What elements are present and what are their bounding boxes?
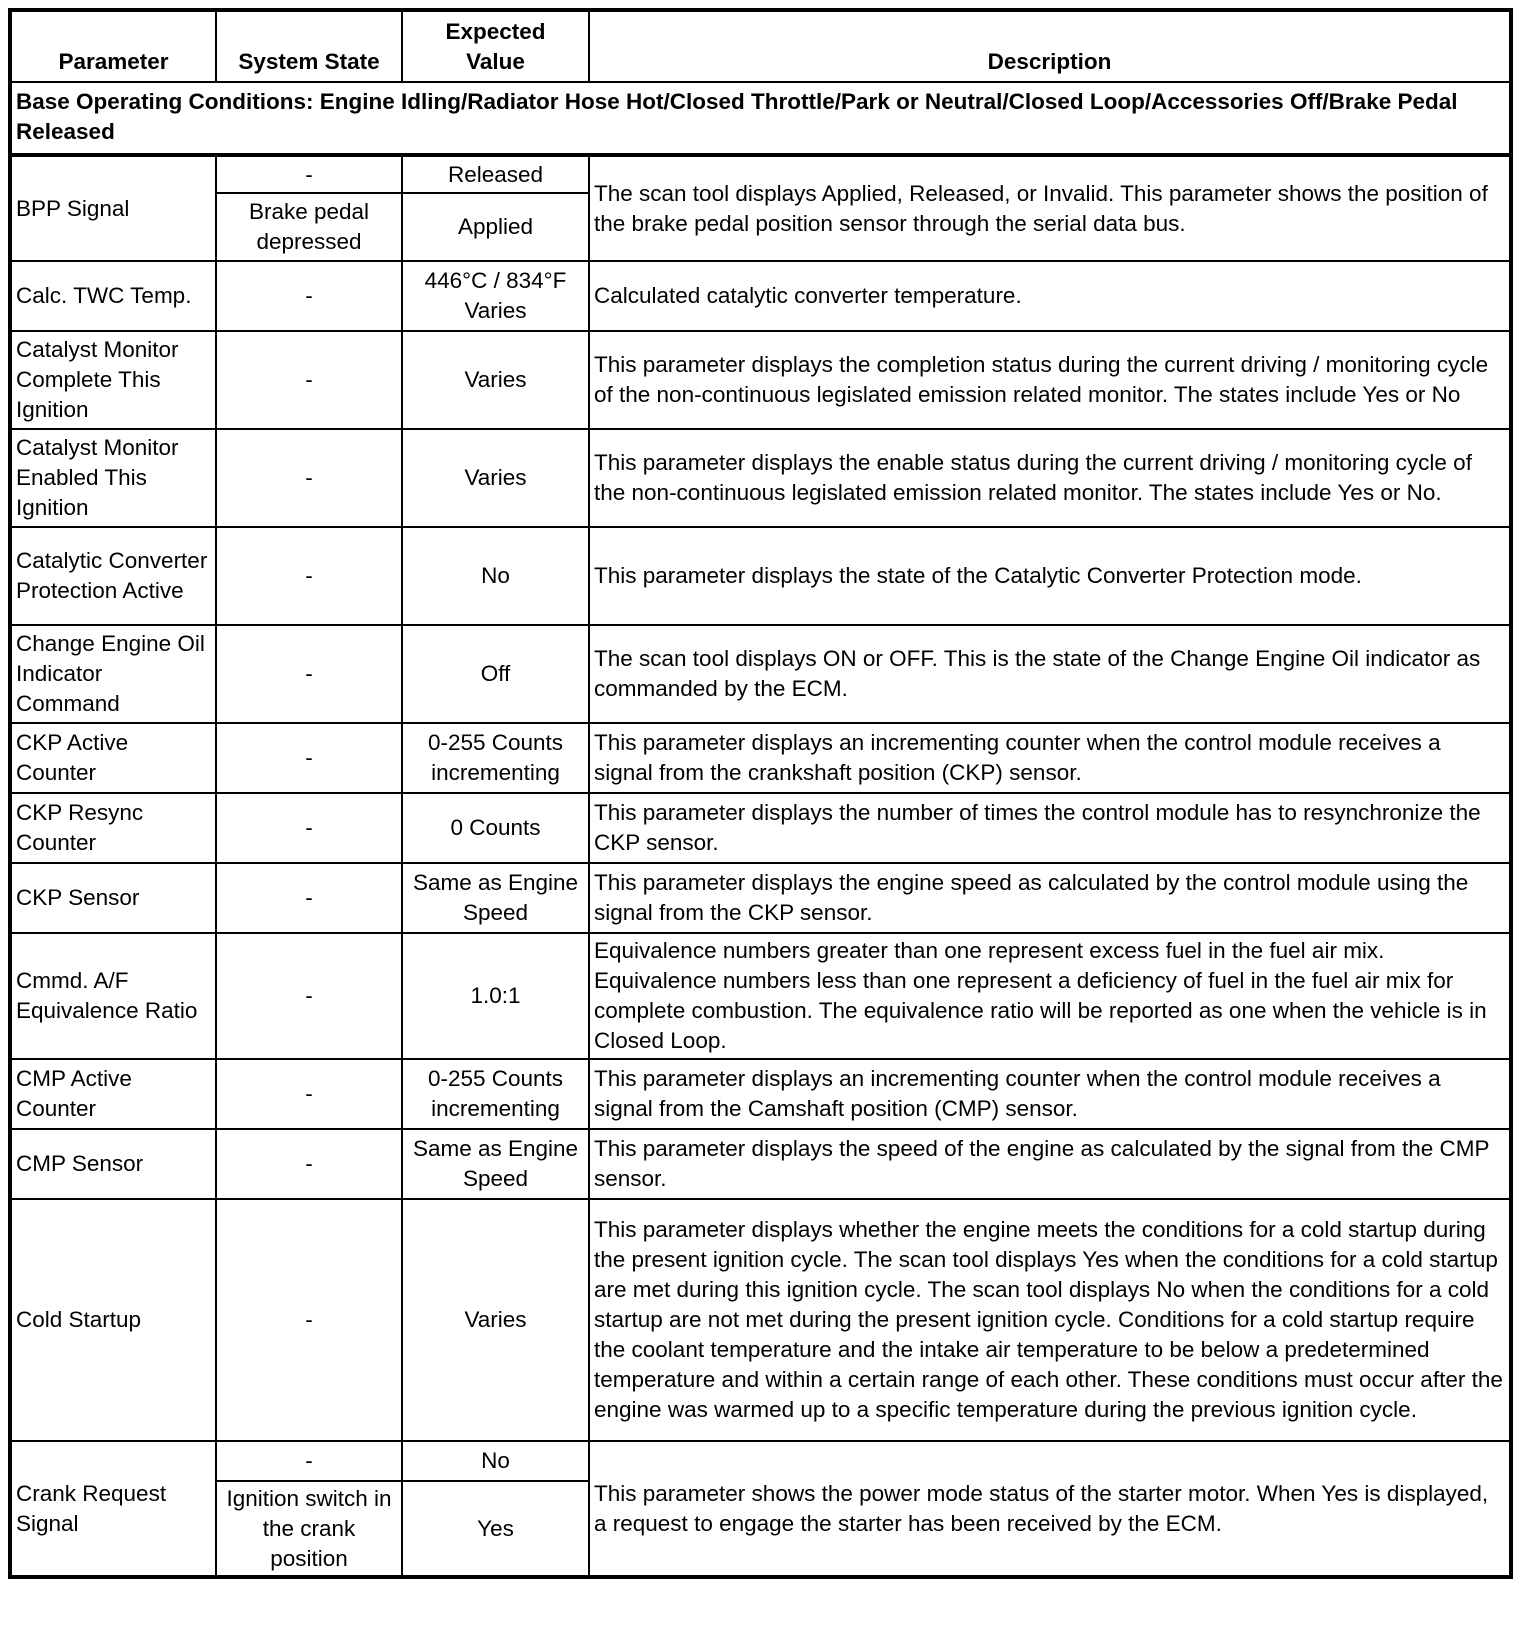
expected-value-cell: 0-255 Counts incrementing [402, 723, 589, 793]
system-state-cell: Brake pedal depressed [216, 193, 402, 261]
expected-value-cell: Yes [402, 1481, 589, 1577]
parameter-cell: CMP Sensor [10, 1129, 216, 1199]
description-cell: This parameter displays the speed of the engine as calculated by the signal from the CMP sensor. [589, 1129, 1511, 1199]
system-state-cell: - [216, 625, 402, 723]
description-cell: This parameter displays the number of times the control module has to resynchronize the CKP sensor. [589, 793, 1511, 863]
header-parameter: Parameter [10, 10, 216, 82]
expected-value-cell: Varies [402, 331, 589, 429]
description-cell: This parameter displays whether the engine meets the conditions for a cold startup during the present ignition cycle. The scan tool displays Yes when the conditions for a cold startup are met during this ignition cycle. The scan tool displays No when the conditions for a cold startup are not met during the present ignition cycle. Conditions for a cold startup require the coolant temperature and the intake air temperature to be below a predetermined temperature and within a certain range of each other. These conditions must occur after the engine was warmed up to a specific temperature during the previous ignition cycle. [589, 1199, 1511, 1441]
parameter-cell: Catalyst Monitor Enabled This Ignition [10, 429, 216, 527]
parameter-cell: CMP Active Counter [10, 1059, 216, 1129]
description-cell: The scan tool displays ON or OFF. This is the state of the Change Engine Oil indicator as commanded by the ECM. [589, 625, 1511, 723]
table-row [10, 261, 1511, 331]
system-state-cell: - [216, 527, 402, 625]
expected-value-cell: Released [402, 155, 589, 193]
system-state-cell: - [216, 863, 402, 933]
table-row [10, 429, 1511, 527]
description-cell: This parameter displays the enable status during the current driving / monitoring cycle of the non-continuous legislated emission related monitor. The states include Yes or No. [589, 429, 1511, 527]
description-cell: Calculated catalytic converter temperature. [589, 261, 1511, 331]
scan-tool-data-table [8, 8, 1513, 1579]
description-cell: This parameter shows the power mode status of the starter motor. When Yes is displayed, a request to engage the starter has been received by the ECM. [589, 1441, 1511, 1577]
parameter-cell: CKP Resync Counter [10, 793, 216, 863]
system-state-cell: - [216, 933, 402, 1059]
description-cell: This parameter displays the state of the Catalytic Converter Protection mode. [589, 527, 1511, 625]
table-row [10, 1059, 1511, 1129]
parameter-cell: Change Engine Oil Indicator Command [10, 625, 216, 723]
header-system-state: System State [216, 10, 402, 82]
parameter-cell: BPP Signal [10, 155, 216, 261]
system-state-cell: Ignition switch in the crank position [216, 1481, 402, 1577]
expected-value-cell: Same as Engine Speed [402, 1129, 589, 1199]
parameter-cell: CKP Sensor [10, 863, 216, 933]
table-row [10, 1199, 1511, 1441]
description-cell: This parameter displays an incrementing counter when the control module receives a signal from the Camshaft position (CMP) sensor. [589, 1059, 1511, 1129]
parameter-cell: Catalytic Converter Protection Active [10, 527, 216, 625]
system-state-cell: - [216, 793, 402, 863]
system-state-cell: - [216, 261, 402, 331]
expected-value-cell: Varies [402, 1199, 589, 1441]
system-state-cell: - [216, 155, 402, 193]
header-row [10, 10, 1511, 82]
expected-value-cell: Off [402, 625, 589, 723]
description-cell: The scan tool displays Applied, Released, or Invalid. This parameter shows the position of the brake pedal position sensor through the serial data bus. [589, 155, 1511, 261]
expected-value-cell: No [402, 1441, 589, 1481]
description-cell: This parameter displays an incrementing counter when the control module receives a signal from the crankshaft position (CKP) sensor. [589, 723, 1511, 793]
expected-value-cell: No [402, 527, 589, 625]
description-cell: Equivalence numbers greater than one represent excess fuel in the fuel air mix. Equivalence numbers less than one represent a deficiency of fuel in the fuel air mix for complete combustion. The equivalence ratio will be reported as one when the vehicle is in Closed Loop. [589, 933, 1511, 1059]
parameter-cell: Crank Request Signal [10, 1441, 216, 1577]
description-cell: This parameter displays the completion status during the current driving / monitoring cycle of the non-continuous legislated emission related monitor. The states include Yes or No [589, 331, 1511, 429]
system-state-cell: - [216, 1059, 402, 1129]
base-operating-conditions: Base Operating Conditions: Engine Idling/Radiator Hose Hot/Closed Throttle/Park or Neutral/Closed Loop/Accessories Off/Brake Pedal Released [10, 82, 1511, 155]
header-description: Description [589, 10, 1511, 82]
table-row [10, 155, 1511, 193]
expected-value-cell: 1.0:1 [402, 933, 589, 1059]
expected-value-cell: 0 Counts [402, 793, 589, 863]
description-cell: This parameter displays the engine speed as calculated by the control module using the signal from the CKP sensor. [589, 863, 1511, 933]
table-row [10, 527, 1511, 625]
table-row [10, 723, 1511, 793]
header-expected-value: Expected Value [402, 10, 589, 82]
parameter-cell: Cold Startup [10, 1199, 216, 1441]
system-state-cell: - [216, 723, 402, 793]
system-state-cell: - [216, 1441, 402, 1481]
expected-value-cell: 0-255 Counts incrementing [402, 1059, 589, 1129]
system-state-cell: - [216, 331, 402, 429]
table-row [10, 793, 1511, 863]
table-row [10, 863, 1511, 933]
table-row [10, 331, 1511, 429]
expected-value-cell: 446°C / 834°F Varies [402, 261, 589, 331]
parameter-cell: Catalyst Monitor Complete This Ignition [10, 331, 216, 429]
table-row [10, 625, 1511, 723]
system-state-cell: - [216, 1129, 402, 1199]
expected-value-cell: Applied [402, 193, 589, 261]
expected-value-cell: Same as Engine Speed [402, 863, 589, 933]
table-row [10, 933, 1511, 1059]
base-conditions-row [10, 82, 1511, 155]
parameter-cell: Calc. TWC Temp. [10, 261, 216, 331]
expected-value-cell: Varies [402, 429, 589, 527]
parameter-cell: Cmmd. A/F Equivalence Ratio [10, 933, 216, 1059]
system-state-cell: - [216, 1199, 402, 1441]
parameter-cell: CKP Active Counter [10, 723, 216, 793]
table-row [10, 1129, 1511, 1199]
table-row [10, 1441, 1511, 1481]
system-state-cell: - [216, 429, 402, 527]
